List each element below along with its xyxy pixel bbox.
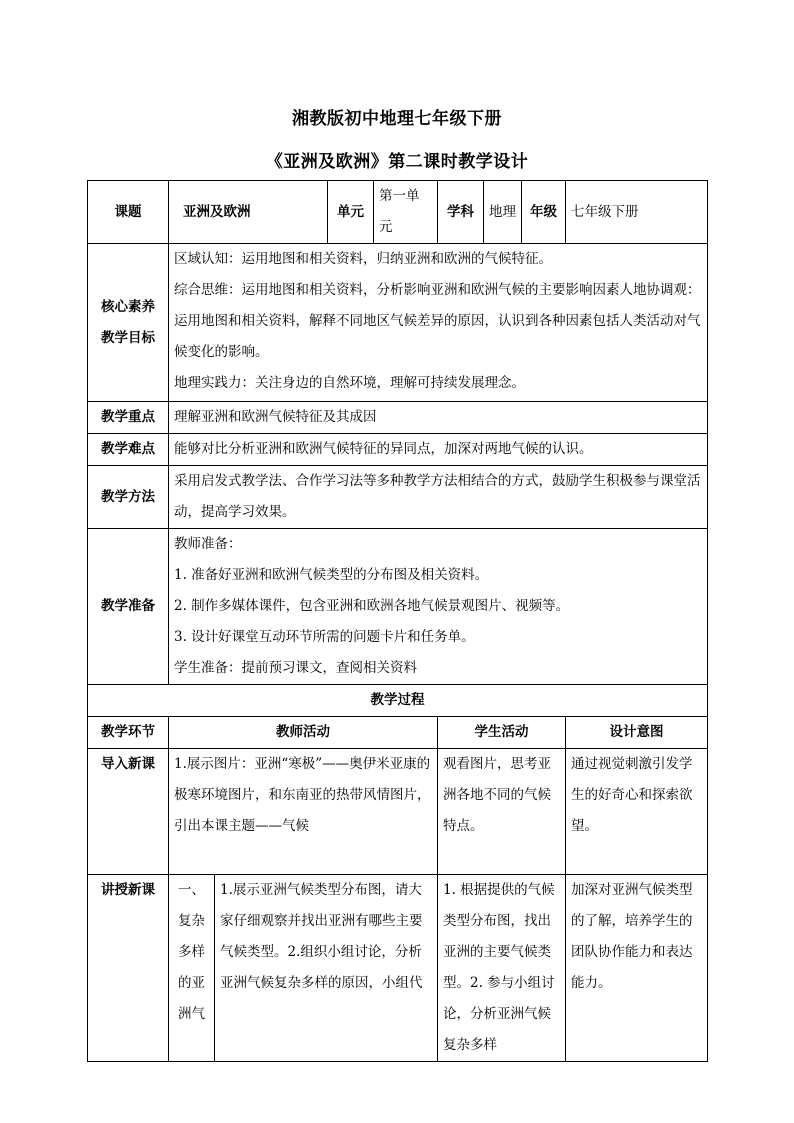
- lecture-section: 一、复杂多样的亚洲气: [169, 875, 215, 1062]
- key-points-text: 理解亚洲和欧洲气候特征及其成因: [169, 402, 708, 434]
- intro-row: [88, 749, 708, 875]
- label-subject: 学科: [438, 181, 484, 244]
- difficulties-row: [88, 434, 708, 466]
- intro-teacher: 1.展示图片：亚洲“寒极”——奥伊米亚康的极寒环境图片，和东南亚的热带风情图片，引出本课主题——气候: [169, 749, 438, 875]
- key-points-row: [88, 402, 708, 434]
- subject-value: 地理: [484, 181, 522, 244]
- difficulties-label: 教学难点: [88, 434, 169, 466]
- goal-item: 地理实践力：关注身边的自然环境，理解可持续发展理念。: [174, 375, 525, 391]
- goals-content: [169, 244, 708, 402]
- info-row: [88, 181, 708, 244]
- header-intent: 设计意图: [566, 717, 708, 749]
- label-unit: 单元: [328, 181, 374, 244]
- label-grade: 年级: [522, 181, 566, 244]
- goal-item: 综合思维：运用地图和相关资料，分析影响亚洲和欧洲气候的主要影响因素人地协调观：运用地图和相关资料，解释不同地区气候差异的原因，认识到各种因素包括人类活动对气候变化的影响。: [174, 282, 701, 360]
- preparation-line: 学生准备：提前预习课文，查阅相关资料: [174, 660, 417, 676]
- intro-intent: 通过视觉刺激引发学生的好奇心和探索欲望。: [566, 749, 708, 875]
- preparation-line: 教师准备：: [174, 536, 242, 552]
- difficulties-text: 能够对比分析亚洲和欧洲气候特征的异同点，加深对两地气候的认识。: [169, 434, 708, 466]
- preparation-line: 3. 设计好课堂互动环节所需的问题卡片和任务单。: [174, 629, 475, 645]
- lecture-teacher: 1.展示亚洲气候类型分布图，请大家仔细观察并找出亚洲有哪些主要气候类型。2.组织小组讨论，分析亚洲气候复杂多样的原因，小组代: [215, 875, 438, 1062]
- document-title: 湘教版初中地理七年级下册: [292, 109, 502, 129]
- preparation-line: 2. 制作多媒体课件，包含亚洲和欧洲各地气候景观图片、视频等。: [174, 598, 570, 614]
- methods-text: 采用启发式教学法、合作学习法等多种教学方法相结合的方式，鼓励学生积极参与课堂活动，提高学习效果。: [169, 466, 708, 529]
- process-title: 教学过程: [88, 685, 708, 717]
- document-subtitle: 《亚洲及欧洲》第二课时教学设计: [265, 152, 529, 172]
- header-stage: 教学环节: [88, 717, 169, 749]
- topic-value: 亚洲及欧洲: [169, 181, 328, 244]
- lecture-student: 1. 根据提供的气候类型分布图，找出亚洲的主要气候类型。2. 参与小组讨论，分析亚洲气候复杂多样: [438, 875, 566, 1062]
- goals-label: [88, 244, 169, 402]
- header-teacher: 教师活动: [169, 717, 438, 749]
- lesson-plan-table: [87, 180, 708, 1062]
- lecture-stage: 讲授新课: [88, 875, 169, 1062]
- preparation-content: [169, 529, 708, 685]
- goals-label-line1: 核心素养: [101, 298, 155, 315]
- process-header-row: [88, 717, 708, 749]
- methods-row: [88, 466, 708, 529]
- label-topic: 课题: [88, 181, 169, 244]
- preparation-line: 1. 准备好亚洲和欧洲气候类型的分布图及相关资料。: [174, 567, 489, 583]
- goals-row: [88, 244, 708, 402]
- methods-label: 教学方法: [88, 466, 169, 529]
- lecture-row: [88, 875, 708, 1062]
- intro-stage: 导入新课: [88, 749, 169, 875]
- goal-item: 区域认知：运用地图和相关资料，归纳亚洲和欧洲的气候特征。: [174, 251, 552, 267]
- header-student: 学生活动: [438, 717, 566, 749]
- process-title-row: [88, 685, 708, 717]
- grade-value: 七年级下册: [566, 181, 708, 244]
- key-points-label: 教学重点: [88, 402, 169, 434]
- unit-value: 第一单元: [374, 181, 438, 244]
- goals-label-line2: 教学目标: [101, 329, 155, 346]
- preparation-label: 教学准备: [88, 529, 169, 685]
- lecture-intent: 加深对亚洲气候类型的了解，培养学生的团队协作能力和表达能力。: [566, 875, 708, 1062]
- intro-student: 观看图片，思考亚洲各地不同的气候特点。: [438, 749, 566, 875]
- preparation-row: [88, 529, 708, 685]
